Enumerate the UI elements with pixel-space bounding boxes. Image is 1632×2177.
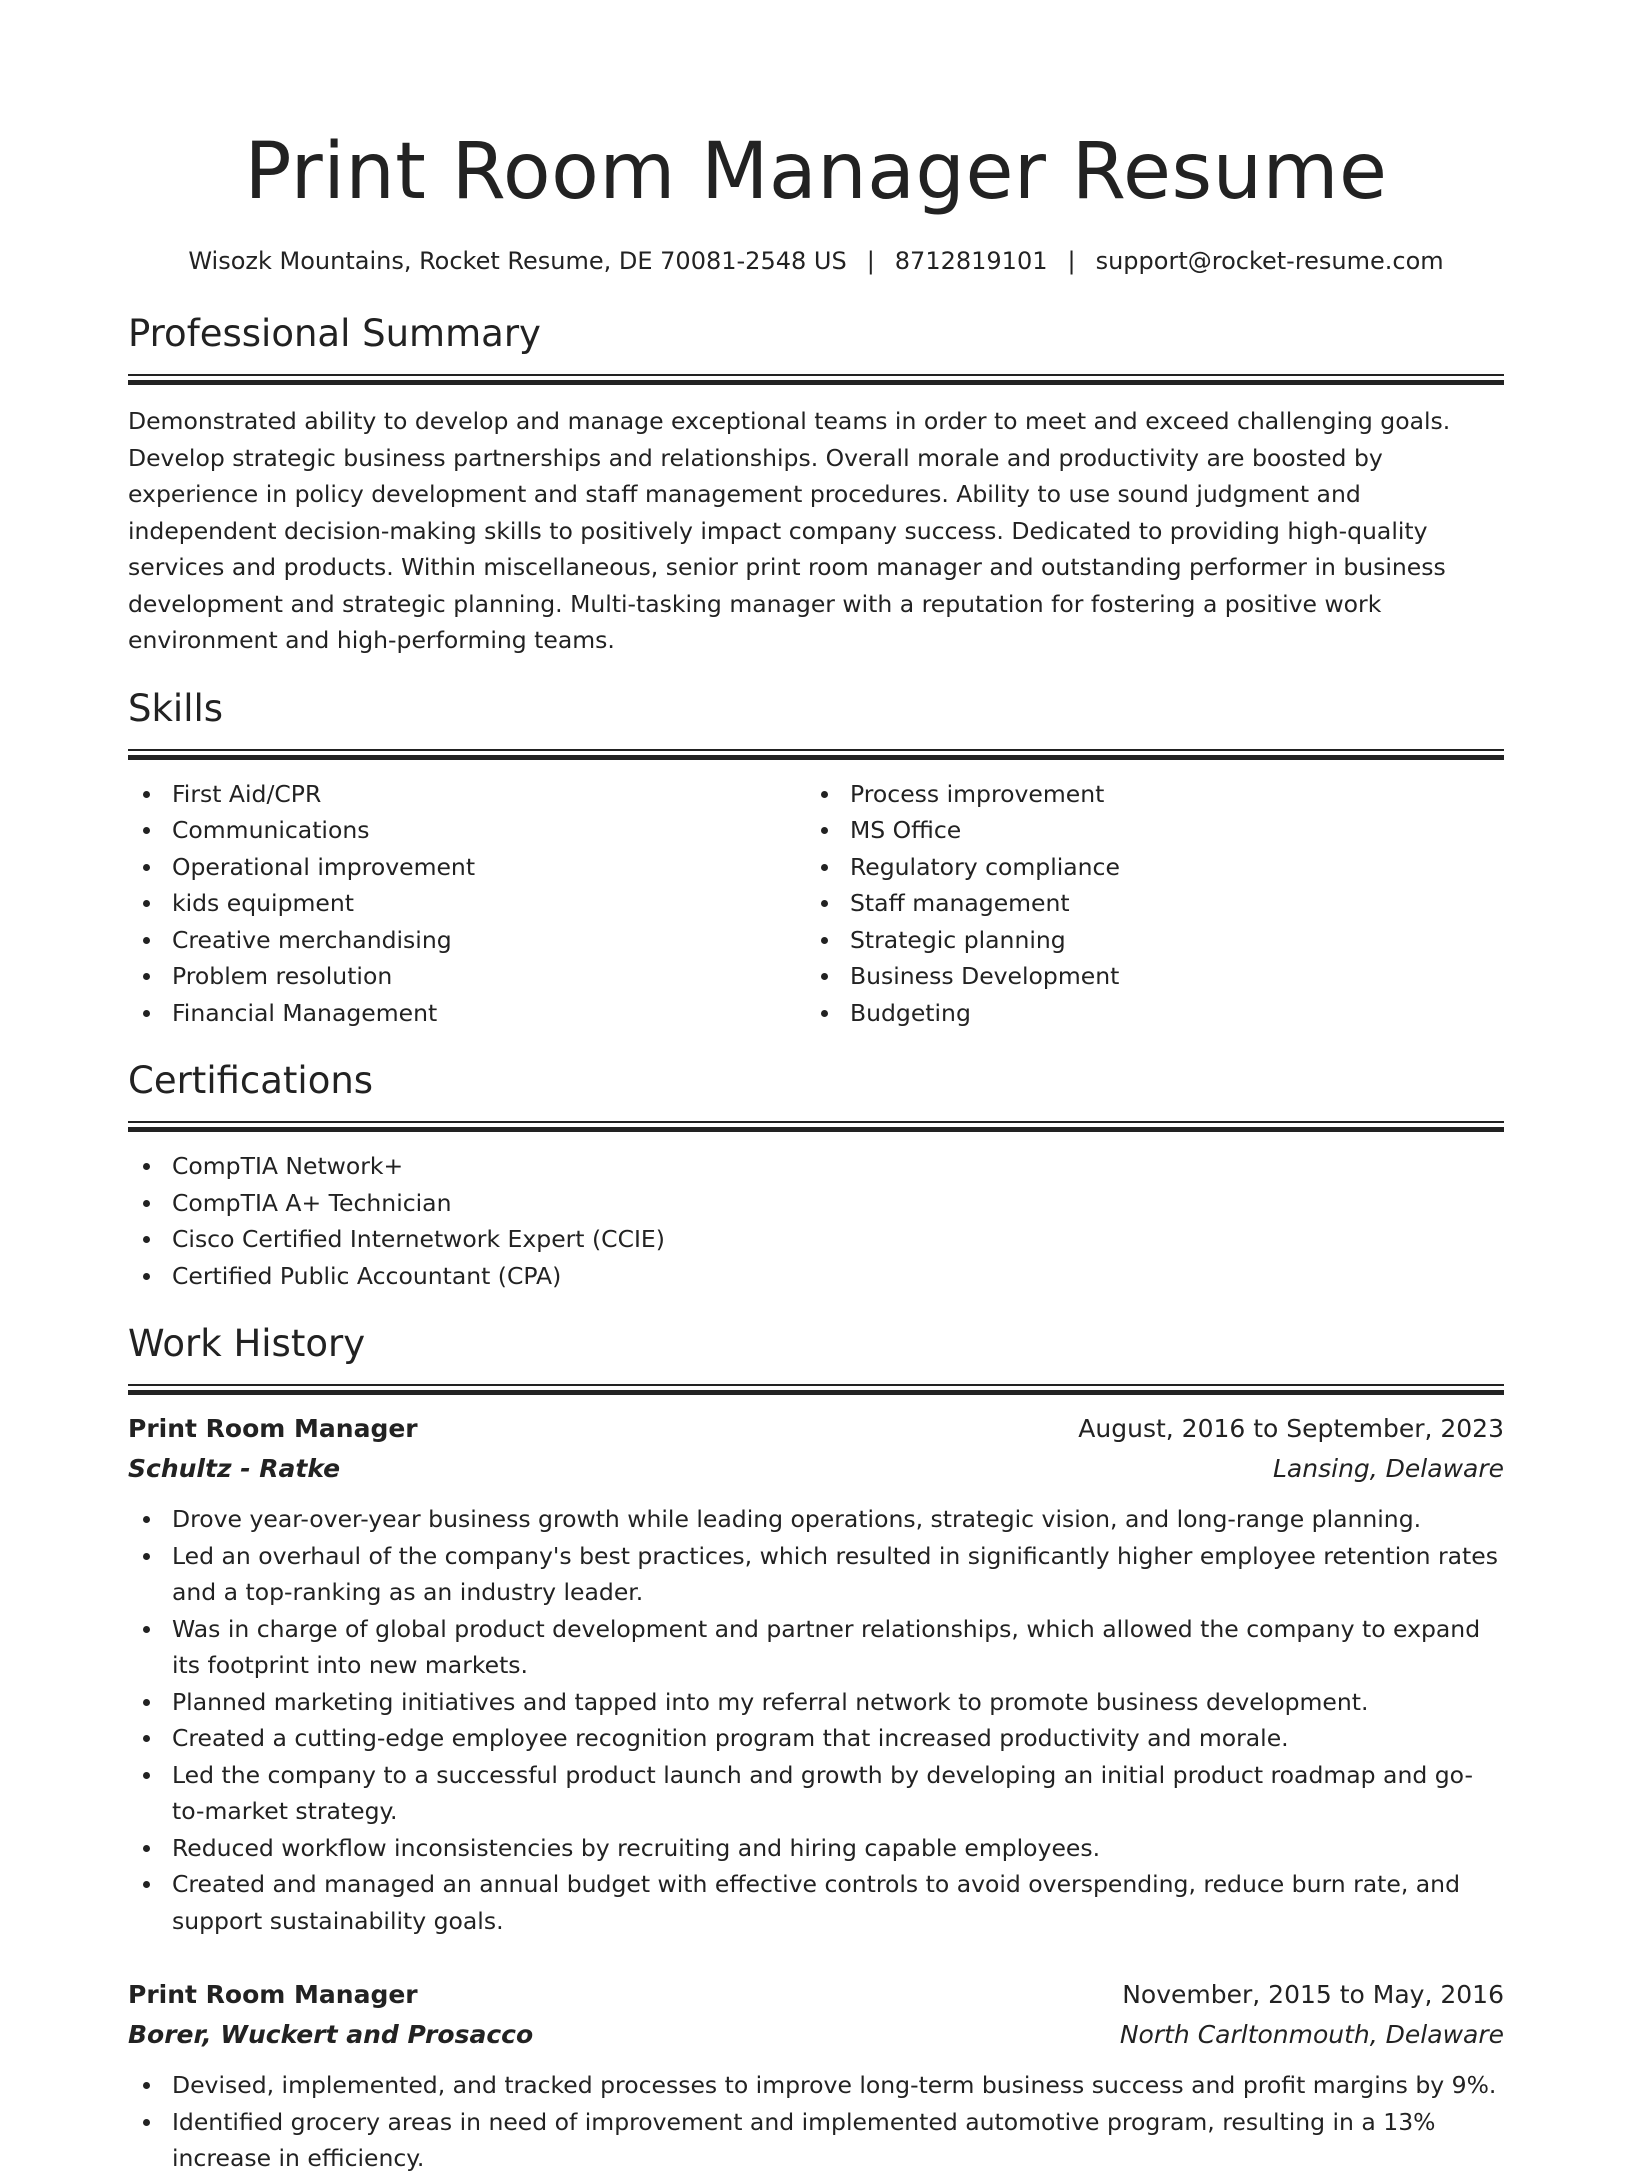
job-bullet: Planned marketing initiatives and tapped into my referral network to promote business development. [128,1684,1504,1721]
contact-phone: 8712819101 [894,247,1048,275]
job-title: Print Room Manager [128,1414,418,1443]
section-heading-skills: Skills [128,686,224,730]
page-title: Print Room Manager Resume [244,127,1388,217]
section-divider [128,749,1504,760]
resume-page [128,120,1504,2177]
skill-item: kids equipment [128,885,806,922]
skill-item: Budgeting [806,995,1484,1032]
contact-separator: | [1067,247,1076,275]
section-divider [128,1121,1504,1132]
job-bullets [128,1501,1504,1939]
section-divider [128,1384,1504,1395]
job-entry [128,1975,1504,2177]
certification-item: CompTIA A+ Technician [128,1185,1504,1222]
job-header-row [128,1409,1504,1449]
skills-list-left [128,776,806,1032]
job-bullet: Devised, implemented, and tracked processes to improve long-term business success and profit margins by 9%. [128,2067,1504,2104]
skill-item: Process improvement [806,776,1484,813]
certification-item: CompTIA Network+ [128,1148,1504,1185]
job-bullet: Created a cutting-edge employee recognition program that increased productivity and morale. [128,1720,1504,1757]
job-bullet: Reduced workflow inconsistencies by recruiting and hiring capable employees. [128,1830,1504,1867]
contact-line [128,244,1504,278]
certifications-section [128,1057,1504,1294]
job-bullet: Was in charge of global product development and partner relationships, which allowed the company to expand its footprint into new markets. [128,1611,1504,1684]
summary-text: Demonstrated ability to develop and manage exceptional teams in order to meet and exceed challenging goals. Develop strategic business partnerships and relationships. Overall morale and productivity are boosted by experience in policy development and staff management procedures. Ability to use sound judgment and independent decision-making skills to positively impact company success. Dedicated to providing high-quality services and products. Within miscellaneous, senior print room manager and outstanding performer in business development and strategic planning. Multi-tasking manager with a reputation for fostering a positive work environment and high-performing teams. [128,407,1451,654]
section-divider [128,374,1504,385]
section-heading-summary: Professional Summary [128,312,541,355]
job-bullet: Led an overhaul of the company's best practices, which resulted in significantly higher employee retention rates and a top-ranking as an industry leader. [128,1538,1504,1611]
job-bullets [128,2067,1504,2177]
job-location: Lansing, Delaware [1273,1454,1504,1483]
job-location: North Carltonmouth, Delaware [1119,2020,1504,2049]
section-heading-certifications: Certifications [128,1059,374,1102]
skill-item: Communications [128,812,806,849]
job-company-row [128,1449,1504,1489]
skill-item: Problem resolution [128,958,806,995]
skill-item: First Aid/CPR [128,776,806,813]
skill-item: Operational improvement [128,849,806,886]
job-bullet: Created and managed an annual budget with effective controls to avoid overspending, reduce burn rate, and support sustainability goals. [128,1866,1504,1939]
skill-item: Financial Management [128,995,806,1032]
job-bullet: Identified grocery areas in need of improvement and implemented automotive program, resulting in a 13% increase in efficiency. [128,2104,1504,2177]
skill-item: Creative merchandising [128,922,806,959]
skills-columns [128,776,1504,1032]
skill-item: MS Office [806,812,1484,849]
job-bullet: Led the company to a successful product launch and growth by developing an initial product roadmap and go-to-market strategy. [128,1757,1504,1830]
skills-list-right [806,776,1484,1032]
contact-address: Wisozk Mountains, Rocket Resume, DE 70081-2548 US [188,247,847,275]
certification-item: Cisco Certified Internetwork Expert (CCIE) [128,1221,1504,1258]
job-entry [128,1409,1504,1939]
job-title: Print Room Manager [128,1980,418,2009]
summary-section [128,310,1504,659]
skill-item: Staff management [806,885,1484,922]
work-history-section [128,1320,1504,2177]
certifications-list [128,1148,1504,1294]
skill-item: Regulatory compliance [806,849,1484,886]
section-heading-work-history: Work History [128,1322,366,1365]
contact-email: support@rocket-resume.com [1095,247,1444,275]
job-dates: November, 2015 to May, 2016 [1122,1980,1504,2009]
contact-separator: | [866,247,875,275]
job-company: Borer, Wuckert and Prosacco [128,2020,534,2049]
job-header-row [128,1975,1504,2015]
job-dates: August, 2016 to September, 2023 [1078,1414,1504,1443]
skill-item: Strategic planning [806,922,1484,959]
certification-item: Certified Public Accountant (CPA) [128,1258,1504,1295]
skills-section [128,685,1504,1032]
job-bullet: Drove year-over-year business growth while leading operations, strategic vision, and long-range planning. [128,1501,1504,1538]
job-company-row [128,2015,1504,2055]
skill-item: Business Development [806,958,1484,995]
job-company: Schultz - Ratke [128,1454,341,1483]
jobs-list [128,1409,1504,2177]
